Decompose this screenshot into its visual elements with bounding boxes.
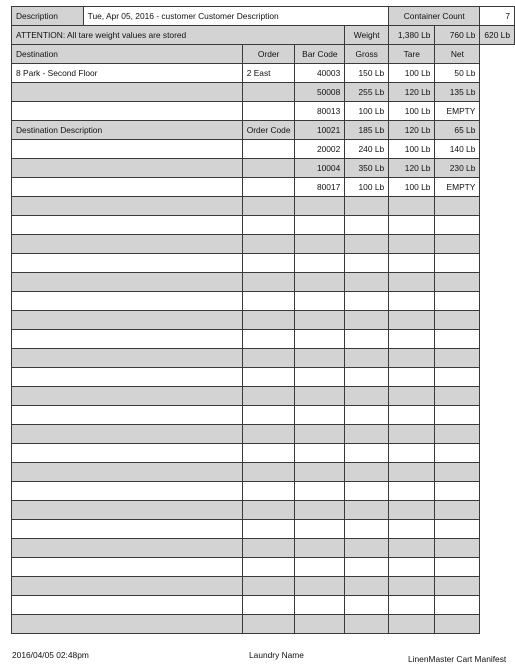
container-count-value: 7: [480, 7, 515, 26]
tare-cell: 120 Lb: [389, 83, 435, 102]
empty-row: [12, 292, 515, 311]
empty-row: [12, 596, 515, 615]
order-cell: [242, 235, 295, 254]
net-cell: EMPTY: [435, 178, 480, 197]
manifest-row: [12, 178, 515, 197]
bar-code-cell: [295, 254, 345, 273]
tare-cell: [389, 444, 435, 463]
gross-cell: [345, 482, 389, 501]
tare-cell: [389, 539, 435, 558]
order-cell: [242, 444, 295, 463]
net-cell: [435, 596, 480, 615]
manifest-row: [12, 121, 515, 140]
order-cell: [242, 615, 295, 634]
empty-row: [12, 615, 515, 634]
gross-cell: [345, 292, 389, 311]
empty-row: [12, 197, 515, 216]
destination-cell: [12, 159, 243, 178]
tare-cell: [389, 501, 435, 520]
order-cell: [242, 216, 295, 235]
tare-cell: [389, 292, 435, 311]
gross-cell: [345, 197, 389, 216]
destination-cell: [12, 235, 243, 254]
tare-cell: 120 Lb: [389, 159, 435, 178]
gross-cell: 100 Lb: [345, 178, 389, 197]
net-cell: [435, 577, 480, 596]
manifest-row: [12, 102, 515, 121]
empty-row: [12, 539, 515, 558]
net-cell: [435, 615, 480, 634]
manifest-row: [12, 83, 515, 102]
destination-cell: [12, 520, 243, 539]
description-row: [12, 7, 515, 26]
net-cell: [435, 482, 480, 501]
bar-code-cell: [295, 273, 345, 292]
bar-code-cell: 20002: [295, 140, 345, 159]
gross-cell: [345, 596, 389, 615]
order-cell: [242, 178, 295, 197]
column-header-row: [12, 45, 515, 64]
gross-cell: [345, 425, 389, 444]
order-cell: [242, 197, 295, 216]
empty-row: [12, 254, 515, 273]
destination-cell: [12, 140, 243, 159]
net-cell: [435, 216, 480, 235]
empty-row: [12, 368, 515, 387]
net-header: Net: [435, 45, 480, 64]
net-cell: [435, 311, 480, 330]
empty-row: [12, 387, 515, 406]
tare-cell: 100 Lb: [389, 178, 435, 197]
gross-cell: [345, 216, 389, 235]
gross-cell: 100 Lb: [345, 102, 389, 121]
footer-timestamp: 2016/04/05 02:48pm: [12, 650, 89, 660]
total-tare: 760 Lb: [435, 26, 480, 45]
tare-cell: 100 Lb: [389, 140, 435, 159]
tare-cell: [389, 406, 435, 425]
bar-code-cell: [295, 558, 345, 577]
tare-cell: [389, 596, 435, 615]
bar-code-header: Bar Code: [295, 45, 345, 64]
destination-header: Destination: [12, 45, 243, 64]
order-cell: [242, 387, 295, 406]
gross-cell: [345, 254, 389, 273]
order-cell: [242, 292, 295, 311]
destination-cell: [12, 102, 243, 121]
footer-report-title: LinenMaster Cart Manifest: [408, 654, 507, 664]
net-cell: [435, 368, 480, 387]
order-cell: 2 East: [242, 64, 295, 83]
weight-label: Weight: [345, 26, 389, 45]
order-cell: [242, 254, 295, 273]
tare-cell: 100 Lb: [389, 102, 435, 121]
tare-cell: [389, 425, 435, 444]
cart-manifest-table: [11, 6, 515, 634]
order-cell: [242, 577, 295, 596]
net-cell: [435, 235, 480, 254]
bar-code-cell: 10004: [295, 159, 345, 178]
destination-cell: [12, 197, 243, 216]
container-count-label: Container Count: [389, 7, 480, 26]
bar-code-cell: [295, 387, 345, 406]
empty-row: [12, 406, 515, 425]
gross-header: Gross: [345, 45, 389, 64]
bar-code-cell: [295, 235, 345, 254]
manifest-row: [12, 64, 515, 83]
destination-cell: [12, 273, 243, 292]
manifest-row: [12, 140, 515, 159]
destination-cell: 8 Park - Second Floor: [12, 64, 243, 83]
order-cell: [242, 368, 295, 387]
destination-cell: [12, 349, 243, 368]
tare-cell: [389, 520, 435, 539]
tare-cell: [389, 330, 435, 349]
empty-row: [12, 216, 515, 235]
net-cell: [435, 273, 480, 292]
net-cell: [435, 387, 480, 406]
net-cell: [435, 520, 480, 539]
net-cell: 135 Lb: [435, 83, 480, 102]
gross-cell: [345, 273, 389, 292]
net-cell: [435, 330, 480, 349]
net-cell: [435, 444, 480, 463]
attention-text: ATTENTION: All tare weight values are stored: [12, 26, 345, 45]
destination-cell: [12, 368, 243, 387]
destination-cell: [12, 558, 243, 577]
gross-cell: [345, 368, 389, 387]
manifest-row: [12, 159, 515, 178]
description-label: Description: [12, 7, 84, 26]
destination-cell: [12, 615, 243, 634]
tare-cell: [389, 577, 435, 596]
order-cell: [242, 482, 295, 501]
bar-code-cell: 80017: [295, 178, 345, 197]
gross-cell: 185 Lb: [345, 121, 389, 140]
empty-row: [12, 330, 515, 349]
tare-cell: [389, 482, 435, 501]
order-cell: [242, 311, 295, 330]
net-cell: 65 Lb: [435, 121, 480, 140]
tare-cell: [389, 311, 435, 330]
order-cell: [242, 140, 295, 159]
destination-cell: [12, 216, 243, 235]
destination-cell: [12, 406, 243, 425]
bar-code-cell: [295, 368, 345, 387]
order-cell: [242, 330, 295, 349]
destination-cell: [12, 501, 243, 520]
empty-row: [12, 558, 515, 577]
bar-code-cell: [295, 577, 345, 596]
bar-code-cell: 10021: [295, 121, 345, 140]
order-cell: [242, 596, 295, 615]
gross-cell: 150 Lb: [345, 64, 389, 83]
destination-cell: Destination Description: [12, 121, 243, 140]
gross-cell: [345, 406, 389, 425]
gross-cell: [345, 539, 389, 558]
bar-code-cell: 40003: [295, 64, 345, 83]
tare-header: Tare: [389, 45, 435, 64]
order-cell: [242, 406, 295, 425]
tare-cell: [389, 197, 435, 216]
net-cell: 140 Lb: [435, 140, 480, 159]
destination-cell: [12, 292, 243, 311]
tare-cell: [389, 216, 435, 235]
destination-cell: [12, 463, 243, 482]
destination-cell: [12, 311, 243, 330]
total-net: 620 Lb: [480, 26, 515, 45]
destination-cell: [12, 178, 243, 197]
gross-cell: [345, 235, 389, 254]
empty-row: [12, 235, 515, 254]
empty-row: [12, 463, 515, 482]
empty-row: [12, 444, 515, 463]
net-cell: [435, 254, 480, 273]
bar-code-cell: [295, 292, 345, 311]
bar-code-cell: [295, 615, 345, 634]
tare-cell: [389, 254, 435, 273]
empty-row: [12, 349, 515, 368]
order-cell: [242, 558, 295, 577]
bar-code-cell: [295, 311, 345, 330]
order-cell: [242, 273, 295, 292]
tare-cell: [389, 368, 435, 387]
empty-row: [12, 273, 515, 292]
empty-row: [12, 425, 515, 444]
order-header: Order: [242, 45, 295, 64]
net-cell: [435, 406, 480, 425]
total-gross: 1,380 Lb: [389, 26, 435, 45]
destination-cell: [12, 330, 243, 349]
order-cell: [242, 349, 295, 368]
net-cell: [435, 463, 480, 482]
tare-cell: 100 Lb: [389, 64, 435, 83]
bar-code-cell: [295, 463, 345, 482]
gross-cell: [345, 577, 389, 596]
tare-cell: [389, 387, 435, 406]
empty-row: [12, 311, 515, 330]
order-cell: [242, 102, 295, 121]
gross-cell: [345, 311, 389, 330]
net-cell: [435, 558, 480, 577]
gross-cell: [345, 463, 389, 482]
destination-cell: [12, 444, 243, 463]
gross-cell: [345, 387, 389, 406]
net-cell: [435, 501, 480, 520]
gross-cell: [345, 615, 389, 634]
bar-code-cell: [295, 539, 345, 558]
bar-code-cell: 80013: [295, 102, 345, 121]
tare-cell: [389, 349, 435, 368]
totals-row: [12, 26, 515, 45]
net-cell: [435, 197, 480, 216]
destination-cell: [12, 539, 243, 558]
bar-code-cell: [295, 349, 345, 368]
order-cell: [242, 501, 295, 520]
tare-cell: [389, 463, 435, 482]
gross-cell: 255 Lb: [345, 83, 389, 102]
gross-cell: [345, 444, 389, 463]
gross-cell: [345, 558, 389, 577]
bar-code-cell: [295, 197, 345, 216]
bar-code-cell: [295, 501, 345, 520]
empty-row: [12, 501, 515, 520]
destination-cell: [12, 596, 243, 615]
order-cell: [242, 520, 295, 539]
bar-code-cell: [295, 482, 345, 501]
destination-cell: [12, 482, 243, 501]
gross-cell: 240 Lb: [345, 140, 389, 159]
net-cell: [435, 349, 480, 368]
bar-code-cell: [295, 216, 345, 235]
order-cell: [242, 159, 295, 178]
net-cell: 230 Lb: [435, 159, 480, 178]
tare-cell: [389, 235, 435, 254]
gross-cell: [345, 330, 389, 349]
bar-code-cell: [295, 406, 345, 425]
tare-cell: 120 Lb: [389, 121, 435, 140]
order-cell: [242, 539, 295, 558]
order-cell: [242, 83, 295, 102]
tare-cell: [389, 558, 435, 577]
order-cell: [242, 463, 295, 482]
destination-cell: [12, 387, 243, 406]
destination-cell: [12, 577, 243, 596]
bar-code-cell: 50008: [295, 83, 345, 102]
net-cell: EMPTY: [435, 102, 480, 121]
destination-cell: [12, 254, 243, 273]
tare-cell: [389, 273, 435, 292]
gross-cell: [345, 349, 389, 368]
empty-row: [12, 577, 515, 596]
empty-row: [12, 482, 515, 501]
order-cell: Order Code: [242, 121, 295, 140]
tare-cell: [389, 615, 435, 634]
bar-code-cell: [295, 444, 345, 463]
net-cell: [435, 539, 480, 558]
bar-code-cell: [295, 596, 345, 615]
empty-row: [12, 520, 515, 539]
order-cell: [242, 425, 295, 444]
net-cell: [435, 425, 480, 444]
destination-cell: [12, 425, 243, 444]
net-cell: [435, 292, 480, 311]
bar-code-cell: [295, 520, 345, 539]
destination-cell: [12, 83, 243, 102]
gross-cell: [345, 520, 389, 539]
bar-code-cell: [295, 425, 345, 444]
bar-code-cell: [295, 330, 345, 349]
gross-cell: [345, 501, 389, 520]
description-value: Tue, Apr 05, 2016 - customer Customer Description: [83, 7, 389, 26]
net-cell: 50 Lb: [435, 64, 480, 83]
footer-laundry-name: Laundry Name: [249, 650, 304, 660]
gross-cell: 350 Lb: [345, 159, 389, 178]
